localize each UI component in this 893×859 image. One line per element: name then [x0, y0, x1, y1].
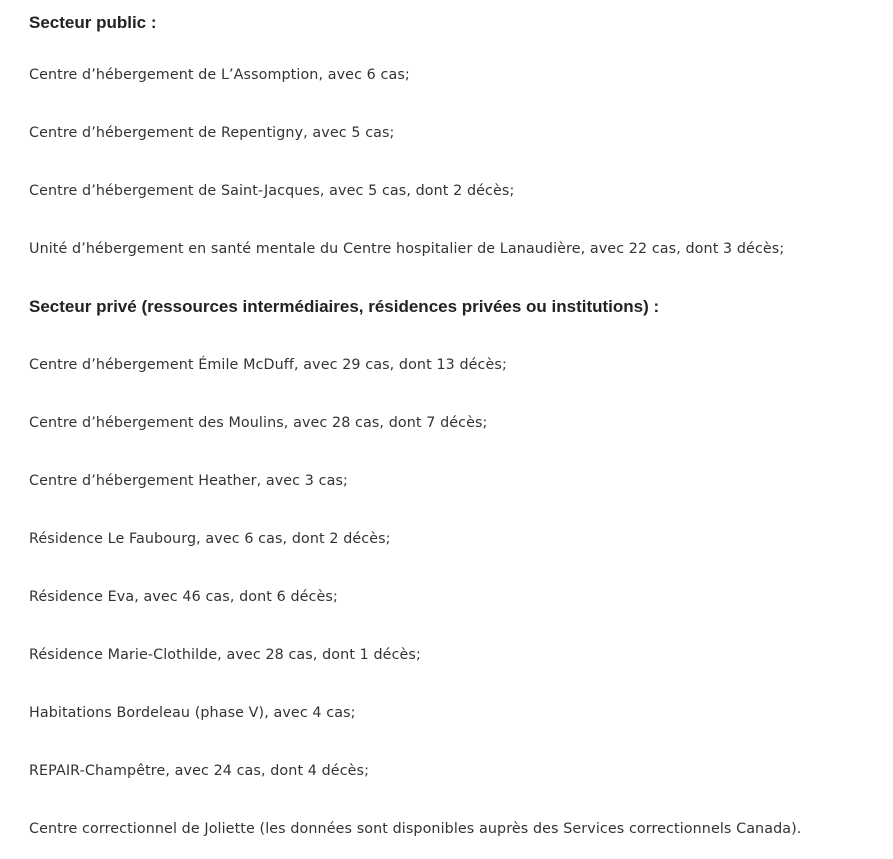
list-item: REPAIR-Champêtre, avec 24 cas, dont 4 décès; — [29, 763, 370, 779]
list-item: Unité d’hébergement en santé mentale du Centre hospitalier de Lanaudière, avec 22 cas, dont 3 décès; — [29, 241, 785, 257]
list-item: Centre d’hébergement des Moulins, avec 28 cas, dont 7 décès; — [29, 415, 488, 431]
list-public — [29, 46, 889, 278]
list-item: Résidence Eva, avec 46 cas, dont 6 décès; — [29, 589, 338, 605]
section-heading-prive: Secteur privé (ressources intermédiaires, résidences privées ou institutions) : — [29, 297, 660, 316]
list-item: Centre correctionnel de Joliette (les données sont disponibles auprès des Services correctionnels Canada). — [29, 821, 802, 837]
article-body — [29, 0, 889, 858]
section-heading-public: Secteur public : — [29, 13, 157, 32]
list-item: Centre d’hébergement Heather, avec 3 cas; — [29, 473, 348, 489]
list-item: Habitations Bordeleau (phase V), avec 4 cas; — [29, 705, 356, 721]
list-item: Centre d’hébergement de Saint-Jacques, avec 5 cas, dont 2 décès; — [29, 183, 515, 199]
list-item: Centre d’hébergement de L’Assomption, avec 6 cas; — [29, 67, 410, 83]
list-prive — [29, 336, 889, 858]
list-item: Résidence Le Faubourg, avec 6 cas, dont 2 décès; — [29, 531, 391, 547]
list-item: Centre d’hébergement Émile McDuff, avec 29 cas, dont 13 décès; — [29, 357, 507, 373]
list-item: Centre d’hébergement de Repentigny, avec 5 cas; — [29, 125, 395, 141]
list-item: Résidence Marie-Clothilde, avec 28 cas, dont 1 décès; — [29, 647, 421, 663]
